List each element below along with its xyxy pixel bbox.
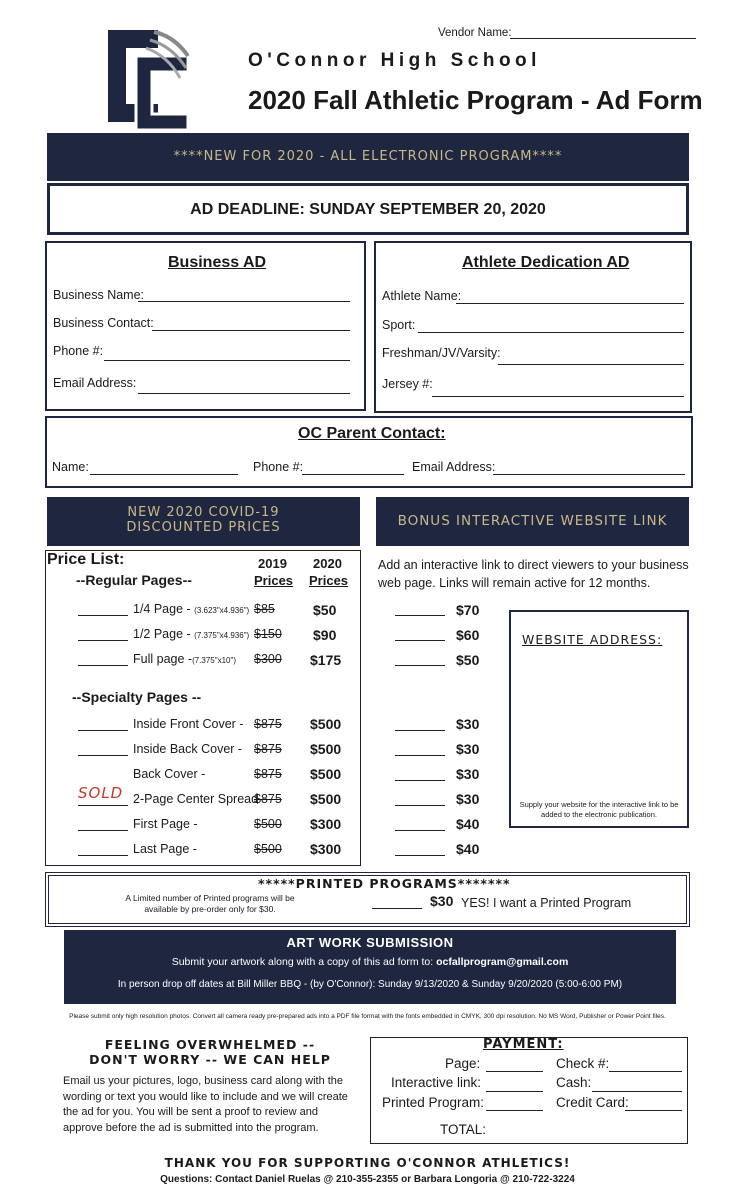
business-phone-label: Phone #: xyxy=(53,344,104,358)
business-name-field[interactable] xyxy=(138,301,350,302)
link-price-full: $50 xyxy=(456,652,480,668)
center-spread-2019: $875 xyxy=(254,792,282,806)
first-page-2020: $300 xyxy=(310,816,342,832)
help-text: Email us your pictures, logo, business card along with the wording or text you would like to include and we will create the ad for you. You will be sent a proof to review and approve before the ad is submitted into the program. xyxy=(63,1075,348,1134)
qty-last-page[interactable] xyxy=(78,855,128,856)
back-cover-2019: $875 xyxy=(254,767,282,781)
sport-field[interactable] xyxy=(418,332,684,333)
printed-programs-note: A Limited number of Printed programs will be available by pre-order only for $30. xyxy=(125,893,295,914)
center-spread-label: 2-Page Center Spread xyxy=(133,792,259,806)
athlete-ad-title: Athlete Dedication AD xyxy=(462,254,630,271)
qty-inside-front[interactable] xyxy=(78,730,128,731)
payment-cash-label: Cash: xyxy=(556,1075,592,1090)
link-price-back-cover: $30 xyxy=(456,766,480,782)
link-price-inside-back: $30 xyxy=(456,741,480,757)
link-price-last-page: $40 xyxy=(456,841,480,857)
school-name: O'Connor High School xyxy=(248,50,541,71)
payment-title: PAYMENT: xyxy=(483,1037,564,1052)
artwork-line1: Submit your artwork along with a copy of this ad form to: ocfallprogram@gmail.com xyxy=(171,956,569,968)
back-cover-2020: $500 xyxy=(310,766,342,782)
payment-check-field[interactable] xyxy=(609,1071,682,1072)
half-page-2019: $150 xyxy=(254,627,282,641)
printed-yes-label: YES! I want a Printed Program xyxy=(461,896,632,910)
vendor-input[interactable] xyxy=(510,38,696,39)
parent-contact-title: OC Parent Contact: xyxy=(298,425,446,442)
inside-back-2019: $875 xyxy=(254,742,282,756)
full-page-label: Full page -(7.375"x10") xyxy=(133,652,236,666)
artwork-line2: In person drop off dates at Bill Miller BBQ - (by O'Connor): Sunday 9/13/2020 & Sunday 9/20/2020 (5:00-6:00 PM) xyxy=(117,979,623,990)
link-qty-full[interactable] xyxy=(395,665,445,666)
half-page-2020: $90 xyxy=(313,627,337,643)
link-price-half: $60 xyxy=(456,627,480,643)
vendor-label: Vendor Name: xyxy=(438,27,512,39)
first-page-label: First Page - xyxy=(133,817,198,831)
last-page-2020: $300 xyxy=(310,841,342,857)
level-label: Freshman/JV/Varsity: xyxy=(382,346,501,360)
link-qty-first-page[interactable] xyxy=(395,830,445,831)
link-qty-last-page[interactable] xyxy=(395,855,445,856)
link-qty-back-cover[interactable] xyxy=(395,780,445,781)
parent-phone-label: Phone #: xyxy=(253,460,304,474)
link-qty-quarter[interactable] xyxy=(395,615,445,616)
half-page-label: 1/2 Page - (7.375"x4.936") xyxy=(133,627,250,641)
artwork-title: ART WORK SUBMISSION xyxy=(286,935,454,950)
parent-phone-field[interactable] xyxy=(302,474,404,475)
quarter-page-2020: $50 xyxy=(313,602,337,618)
sold-mark: SOLD xyxy=(78,784,124,802)
payment-printed-field[interactable] xyxy=(486,1110,543,1111)
bonus-description: Add an interactive link to direct viewers to your business web page. Links will remain active for 12 months. xyxy=(378,558,689,590)
thank-you: THANK YOU FOR SUPPORTING O'CONNOR ATHLETICS! xyxy=(164,1156,571,1170)
inside-front-2020: $500 xyxy=(310,716,342,732)
questions-contact: Questions: Contact Daniel Ruelas @ 210-355-2355 or Barbara Longoria @ 210-722-3224 xyxy=(160,1174,575,1185)
business-phone-field[interactable] xyxy=(104,360,350,361)
form-title: 2020 Fall Athletic Program - Ad Form xyxy=(248,85,703,115)
jersey-label: Jersey #: xyxy=(382,377,433,391)
oc-logo xyxy=(100,22,196,130)
link-price-first-page: $40 xyxy=(456,816,480,832)
center-spread-2020: $500 xyxy=(310,791,342,807)
col-2020: 2020 xyxy=(313,556,342,571)
covid-prices-banner: NEW 2020 COVID-19 DISCOUNTED PRICES xyxy=(47,497,360,546)
payment-interactive-label: Interactive link: xyxy=(391,1075,482,1090)
printed-price: $30 xyxy=(430,893,454,909)
back-cover-label: Back Cover - xyxy=(133,767,206,781)
col-2019-prices: Prices xyxy=(254,573,294,588)
payment-total-label: TOTAL: xyxy=(440,1122,487,1137)
ad-deadline: AD DEADLINE: SUNDAY SEPTEMBER 20, 2020 xyxy=(47,183,689,235)
full-page-2020: $175 xyxy=(310,652,342,668)
link-qty-center-spread[interactable] xyxy=(395,805,445,806)
col-2019: 2019 xyxy=(258,556,287,571)
last-page-label: Last Page - xyxy=(133,842,197,856)
payment-printed-label: Printed Program: xyxy=(382,1095,485,1110)
link-qty-inside-front[interactable] xyxy=(395,730,445,731)
link-qty-half[interactable] xyxy=(395,640,445,641)
qty-center-spread[interactable] xyxy=(78,805,128,806)
printed-qty-field[interactable] xyxy=(372,908,422,909)
qty-first-page[interactable] xyxy=(78,830,128,831)
artwork-email[interactable]: ocfallprogram@gmail.com xyxy=(436,956,569,968)
first-page-2019: $500 xyxy=(254,817,282,831)
inside-front-label: Inside Front Cover - xyxy=(133,717,244,731)
athlete-name-label: Athlete Name: xyxy=(382,289,462,303)
website-address-title: WEBSITE ADDRESS: xyxy=(522,632,663,647)
inside-front-2019: $875 xyxy=(254,717,282,731)
parent-name-label: Name: xyxy=(52,460,89,474)
qty-quarter-page[interactable] xyxy=(78,615,128,616)
qty-half-page[interactable] xyxy=(78,640,128,641)
qty-inside-back[interactable] xyxy=(78,755,128,756)
business-email-label: Email Address: xyxy=(53,376,137,390)
fine-print: Please submit only high resolution photos. Convert all camera ready pre-prepared ads into a PDF file format with the fonts embedded in CMYK, 300 dpi resolution. No MS Word, Publisher or Power Point files. xyxy=(69,1013,666,1020)
payment-cash-field[interactable] xyxy=(592,1091,682,1092)
inside-back-label: Inside Back Cover - xyxy=(133,742,243,756)
business-email-field[interactable] xyxy=(138,393,350,394)
link-qty-inside-back[interactable] xyxy=(395,755,445,756)
payment-page-label: Page: xyxy=(445,1056,481,1071)
parent-name-field[interactable] xyxy=(90,474,238,475)
payment-credit-field[interactable] xyxy=(625,1110,682,1111)
payment-page-field[interactable] xyxy=(486,1071,543,1072)
parent-email-label: Email Address: xyxy=(412,460,496,474)
qty-full-page[interactable] xyxy=(78,665,128,666)
link-price-inside-front: $30 xyxy=(456,716,480,732)
business-contact-field[interactable] xyxy=(152,330,350,331)
payment-interactive-field[interactable] xyxy=(486,1091,543,1092)
link-price-center-spread: $30 xyxy=(456,791,480,807)
regular-pages-heading: --Regular Pages-- xyxy=(76,572,192,588)
help-title: FEELING OVERWHELMED -- DON'T WORRY -- WE CAN HELP xyxy=(89,1037,331,1067)
athlete-name-field[interactable] xyxy=(456,303,684,304)
jersey-field[interactable] xyxy=(432,396,684,397)
parent-email-field[interactable] xyxy=(493,474,685,475)
level-field[interactable] xyxy=(498,364,684,365)
business-name-label: Business Name: xyxy=(53,288,145,302)
payment-check-label: Check #: xyxy=(556,1056,610,1071)
col-2020-prices: Prices xyxy=(309,573,349,588)
full-page-2019: $300 xyxy=(254,652,282,666)
new-electronic-banner: ****NEW FOR 2020 - ALL ELECTRONIC PROGRAM**** xyxy=(47,133,689,181)
quarter-page-2019: $85 xyxy=(254,602,275,616)
last-page-2019: $500 xyxy=(254,842,282,856)
specialty-pages-heading: --Specialty Pages -- xyxy=(72,689,202,705)
quarter-page-label: 1/4 Page - (3.623"x4.936") xyxy=(133,602,250,616)
business-ad-title: Business AD xyxy=(168,254,267,271)
payment-credit-label: Credit Card: xyxy=(556,1095,629,1110)
inside-back-2020: $500 xyxy=(310,741,342,757)
sport-label: Sport: xyxy=(382,318,416,332)
printed-programs-title: *****PRINTED PROGRAMS******* xyxy=(258,876,511,891)
bonus-link-banner: BONUS INTERACTIVE WEBSITE LINK xyxy=(376,497,689,546)
website-note: Supply your website for the interactive link to be added to the electronic publication. xyxy=(519,800,679,819)
price-list-title: Price List: xyxy=(47,551,125,568)
link-price-quarter: $70 xyxy=(456,602,480,618)
business-contact-label: Business Contact: xyxy=(53,316,154,330)
